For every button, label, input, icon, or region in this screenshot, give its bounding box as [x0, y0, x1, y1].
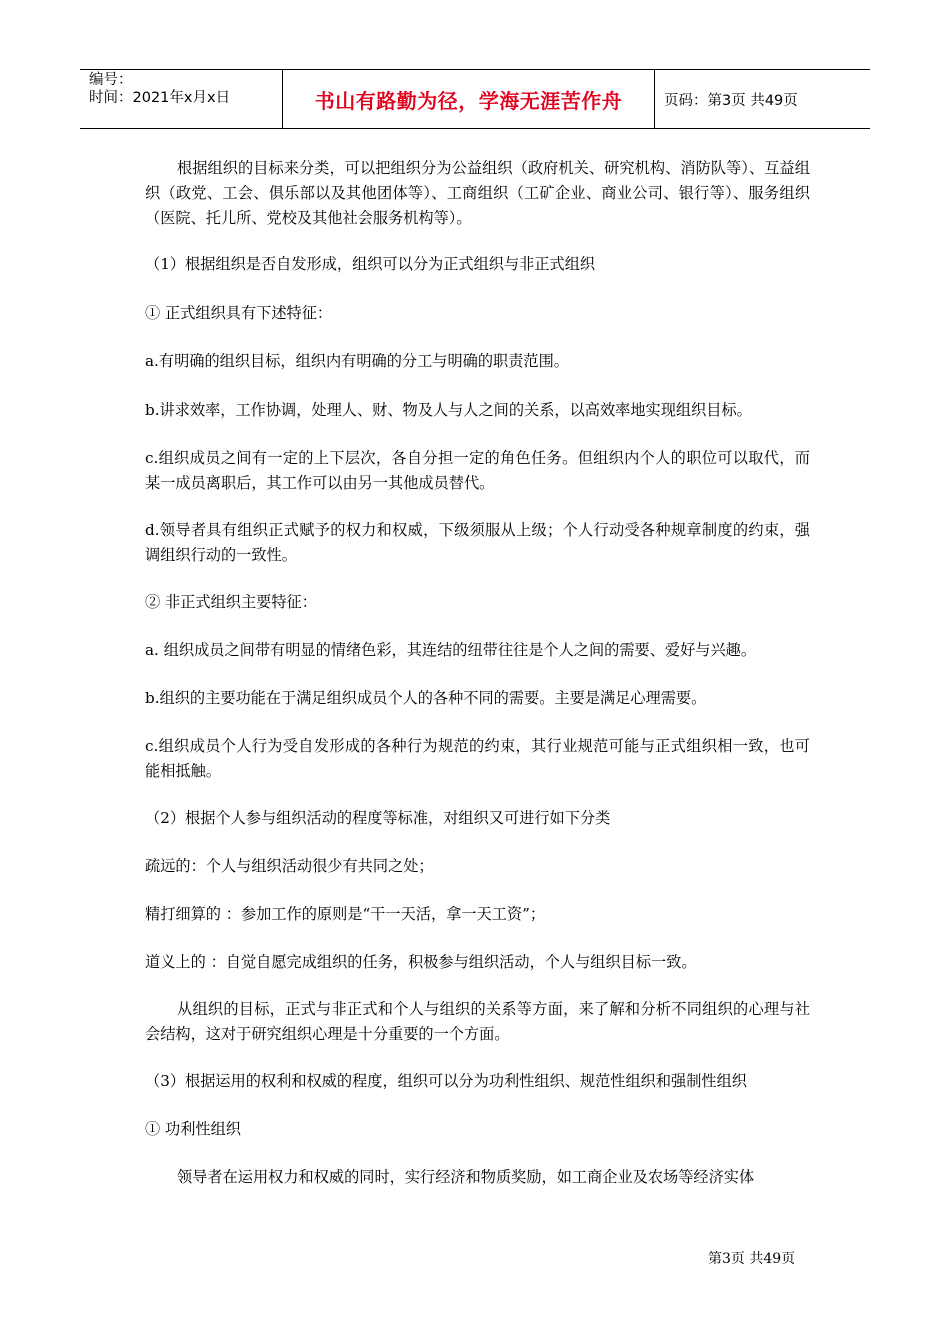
footer-page-number: 第3页 共49页 — [708, 1251, 796, 1267]
heading-3: （3）根据运用的权利和权威的程度，组织可以分为功利性组织、规范性组织和强制性组织 — [145, 1072, 747, 1090]
list-item: c.组织成员之间有一定的上下层次，各自分担一定的角色任务。但组织内个人的职位可以取代，而某一成员离职后，其工作可以由另一其他成员替代。 — [145, 449, 810, 492]
number-label: 编号： — [89, 72, 133, 88]
list-item: a. 组织成员之间带有明显的情绪色彩，其连结的纽带往往是个人之间的需要、爱好与兴趣。 — [145, 641, 757, 659]
motto: 书山有路勤为径，学海无涯苦作舟 — [282, 70, 655, 128]
time-label: 时间：2021年x月x日 — [89, 90, 231, 106]
subheading-informal: ② 非正式组织主要特征： — [145, 593, 317, 611]
paragraph-classification: 根据组织的目标来分类，可以把组织分为公益组织（政府机关、研究机构、消防队等）、互益组织（政党、工会、俱乐部以及其他团体等）、工商组织（工矿企业、商业公司、银行等）、服务组织（医院、托儿所、党校及其他社会服务机构等）。 — [145, 159, 810, 227]
list-item: b.组织的主要功能在于满足组织成员个人的各种不同的需要。主要是满足心理需要。 — [145, 689, 707, 707]
subheading-formal: ① 正式组织具有下述特征： — [145, 304, 333, 322]
document-header — [80, 69, 870, 129]
list-item: 道义上的 ：自觉自愿完成组织的任务，积极参与组织活动，个人与组织目标一致。 — [145, 953, 697, 971]
list-item: b.讲求效率，工作协调，处理人、财、物及人与人之间的关系，以高效率地实现组织目标。 — [145, 401, 752, 419]
header-meta — [80, 70, 282, 128]
paragraph-utilitarian: 领导者在运用权力和权威的同时，实行经济和物质奖励，如工商企业及农场等经济实体 — [177, 1168, 755, 1186]
list-item: 疏远的：个人与组织活动很少有共同之处； — [145, 857, 434, 875]
list-item: a.有明确的组织目标，组织内有明确的分工与明确的职责范围。 — [145, 352, 569, 370]
heading-2: （2）根据个人参与组织活动的程度等标准，对组织又可进行如下分类 — [145, 809, 611, 827]
list-item: 精打细算的 ：参加工作的原则是“干一天活，拿一天工资”； — [145, 905, 546, 923]
list-item: c.组织成员个人行为受自发形成的各种行为规范的约束，其行业规范可能与正式组织相一致，也可能相抵触。 — [145, 737, 810, 780]
header-page-label: 页码：第3页 共49页 — [664, 92, 798, 109]
list-item: d.领导者具有组织正式赋予的权力和权威，下级须服从上级；个人行动受各种规章制度的约束，强调组织行动的一致性。 — [145, 521, 810, 564]
subheading-utilitarian: ① 功利性组织 — [145, 1120, 241, 1138]
heading-1: （1）根据组织是否自发形成，组织可以分为正式组织与非正式组织 — [145, 255, 596, 273]
document-body — [145, 150, 810, 1190]
paragraph-summary: 从组织的目标，正式与非正式和个人与组织的关系等方面，来了解和分析不同组织的心理与社会结构，这对于研究组织心理是十分重要的一个方面。 — [145, 1000, 810, 1043]
